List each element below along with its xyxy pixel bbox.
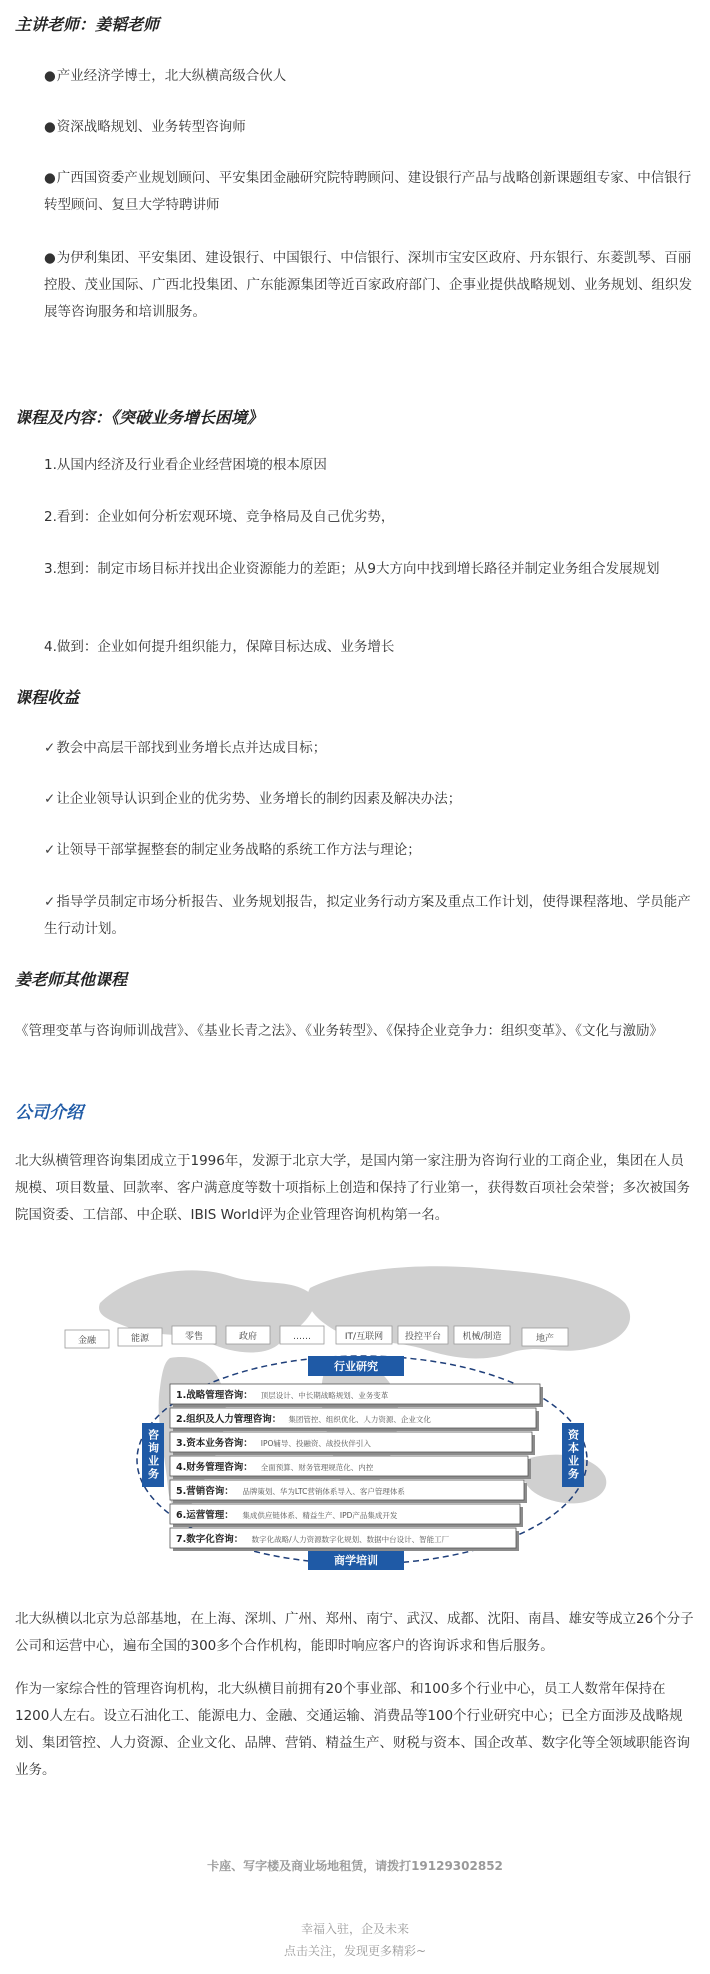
service-row: [170, 1432, 535, 1455]
right-label: 资本业务: [566, 1429, 580, 1481]
company-para-2: 北大纵横以北京为总部基地，在上海、深圳、广州、郑州、南宁、武汉、成都、沈阳、南昌、雄安等成立26个分子公司和运营中心，遍布全国的300多个合作机构，能即时响应客户的咨询诉求和售后服务。: [15, 1611, 694, 1654]
service-row-name: 1.战略管理咨询：: [176, 1390, 253, 1401]
industry-tag-label: 政府: [238, 1332, 258, 1342]
other-courses-heading: 姜老师其他课程: [15, 970, 128, 989]
service-row-desc: 全面预算、财务管理规范化、内控: [260, 1463, 374, 1472]
industry-tag-label: ……: [293, 1332, 311, 1342]
service-row: [170, 1456, 531, 1479]
footer-line-2: 点击关注，发现更多精彩~: [283, 1944, 427, 1958]
bottom-label: 商学培训: [334, 1554, 378, 1567]
service-row-desc: IPO辅导、投融资、战投伙伴引入: [260, 1439, 371, 1448]
business-diagram-svg: [60, 1248, 650, 1588]
service-row: [170, 1528, 519, 1551]
industry-tag: [65, 1330, 109, 1348]
service-row-name: 3.资本业务咨询：: [176, 1438, 253, 1449]
top-label: 行业研究: [334, 1360, 378, 1373]
industry-tag-label: 地产: [535, 1334, 555, 1344]
benefit-item-4: ✓ 指导学员制定市场分析报告、业务规划报告，拟定业务行动方案及重点工作计划，使得课程落地、学员能产生行动计划。: [44, 889, 696, 943]
company-heading: 公司介绍: [15, 1103, 83, 1123]
benefit-item-1: ✓ 教会中高层干部找到业务增长点并达成目标；: [44, 735, 696, 762]
service-row: [170, 1384, 543, 1407]
service-row: [170, 1504, 523, 1527]
course-item-2: 2.看到：企业如何分析宏观环境、竞争格局及自己优劣势，: [44, 509, 395, 525]
left-label: 咨询业务: [146, 1429, 160, 1481]
company-intro: 北大纵横管理咨询集团成立于1996年，发源于北京大学，是国内第一家注册为咨询行业的工商企业，集团在人员规模、项目数量、回款率、客户满意度等数十项指标上创造和保持了行业第一，获得数百项社会荣誉；多次被国务院国资委、工信部、中企联、IBIS World评为企业管理咨询机构第一名。: [15, 1153, 690, 1223]
industry-tag: [522, 1328, 568, 1346]
course-item-1: 1.从国内经济及行业看企业经营困境的根本原因: [44, 457, 327, 473]
industry-tag: [280, 1326, 324, 1344]
industry-tag-label: 能源: [130, 1334, 150, 1344]
service-rows: [170, 1384, 543, 1551]
industry-tag: [454, 1326, 510, 1344]
industry-tag-label: IT/互联网: [344, 1332, 384, 1342]
lecturer-item-4: ● 为伊利集团、平安集团、建设银行、中国银行、中信银行、深圳市宝安区政府、丹东银行、东菱凯琴、百丽控股、茂业国际、广西北投集团、广东能源集团等近百家政府部门、企事业提供战略规划、业务规划、组织发展等咨询服务和培训服务。: [44, 245, 696, 326]
service-row-name: 4.财务管理咨询：: [176, 1462, 253, 1473]
lecturer-item-1: ● 产业经济学博士，北大纵横高级合伙人: [44, 63, 696, 90]
footer-ad: 卡座、写字楼及商业场地租赁，请拨打19129302852: [207, 1859, 503, 1873]
footer-line-1: 幸福入驻，企及未来: [300, 1922, 409, 1936]
industry-tag-label: 投控平台: [404, 1332, 442, 1342]
lecturer-heading: 主讲老师：姜韬老师: [15, 15, 160, 34]
industry-tag: [398, 1326, 448, 1344]
industry-tag-label: 零售: [184, 1332, 204, 1342]
industry-tag: [172, 1326, 216, 1344]
service-row-name: 2.组织及人力管理咨询：: [176, 1414, 282, 1425]
course-item-4: 4.做到：企业如何提升组织能力，保障目标达成、业务增长: [44, 639, 395, 655]
benefits-heading: 课程收益: [15, 688, 80, 707]
benefit-item-3: ✓ 让领导干部掌握整套的制定业务战略的系统工作方法与理论；: [44, 837, 696, 864]
course-heading: 课程及内容：《突破业务增长困境》: [15, 408, 264, 427]
business-diagram: [60, 1248, 650, 1588]
company-para-3: 作为一家综合性的管理咨询机构，北大纵横目前拥有20个事业部、和100多个行业中心，员工人数常年保持在1200人左右。设立石油化工、能源电力、金融、交通运输、消费品等100个行业研究中心；已全方面涉及战略规划、集团管控、人力资源、企业文化、品牌、营销、精益生产、财税与资本、国企改革、数字化等全领域职能咨询业务。: [15, 1681, 690, 1778]
service-row-name: 7.数字化咨询：: [176, 1534, 244, 1545]
lecturer-item-2: ● 资深战略规划、业务转型咨询师: [44, 114, 696, 141]
course-item-3: 3.想到：制定市场目标并找出企业资源能力的差距；从9大方向中找到增长路径并制定业务组合发展规划: [44, 561, 660, 577]
service-row-desc: 集成供应链体系、精益生产、IPD产品集成开发: [242, 1511, 398, 1520]
industry-tag: [336, 1326, 392, 1344]
lecturer-item-3: ● 广西国资委产业规划顾问、平安集团金融研究院特聘顾问、建设银行产品与战略创新课题组专家、中信银行转型顾问、复旦大学特聘讲师: [44, 165, 696, 219]
service-row: [170, 1408, 539, 1431]
industry-tag: [118, 1328, 162, 1346]
service-row-desc: 品牌策划、华为LTC营销体系导入、客户管理体系: [242, 1487, 405, 1496]
industry-tag-label: 机械/制造: [462, 1332, 502, 1342]
benefit-item-2: ✓ 让企业领导认识到企业的优劣势、业务增长的制约因素及解决办法；: [44, 786, 696, 813]
service-row-desc: 数字化战略/人力资源数字化规划、数据中台设计、智能工厂: [251, 1535, 450, 1544]
service-row-desc: 集团管控、组织优化、人力资源、企业文化: [288, 1415, 431, 1424]
service-row-name: 6.运营管理：: [176, 1510, 234, 1521]
other-courses-text: 《管理变革与咨询师训战营》、《基业长青之法》、《业务转型》、《保持企业竞争力：组织变革》、《文化与激励》: [15, 1023, 663, 1039]
service-row-name: 5.营销咨询：: [176, 1486, 234, 1497]
industry-tag: [226, 1326, 270, 1344]
service-row: [170, 1480, 527, 1503]
service-row-desc: 顶层设计、中长期战略规划、业务变革: [260, 1391, 389, 1400]
industry-tag-label: 金融: [77, 1336, 97, 1346]
